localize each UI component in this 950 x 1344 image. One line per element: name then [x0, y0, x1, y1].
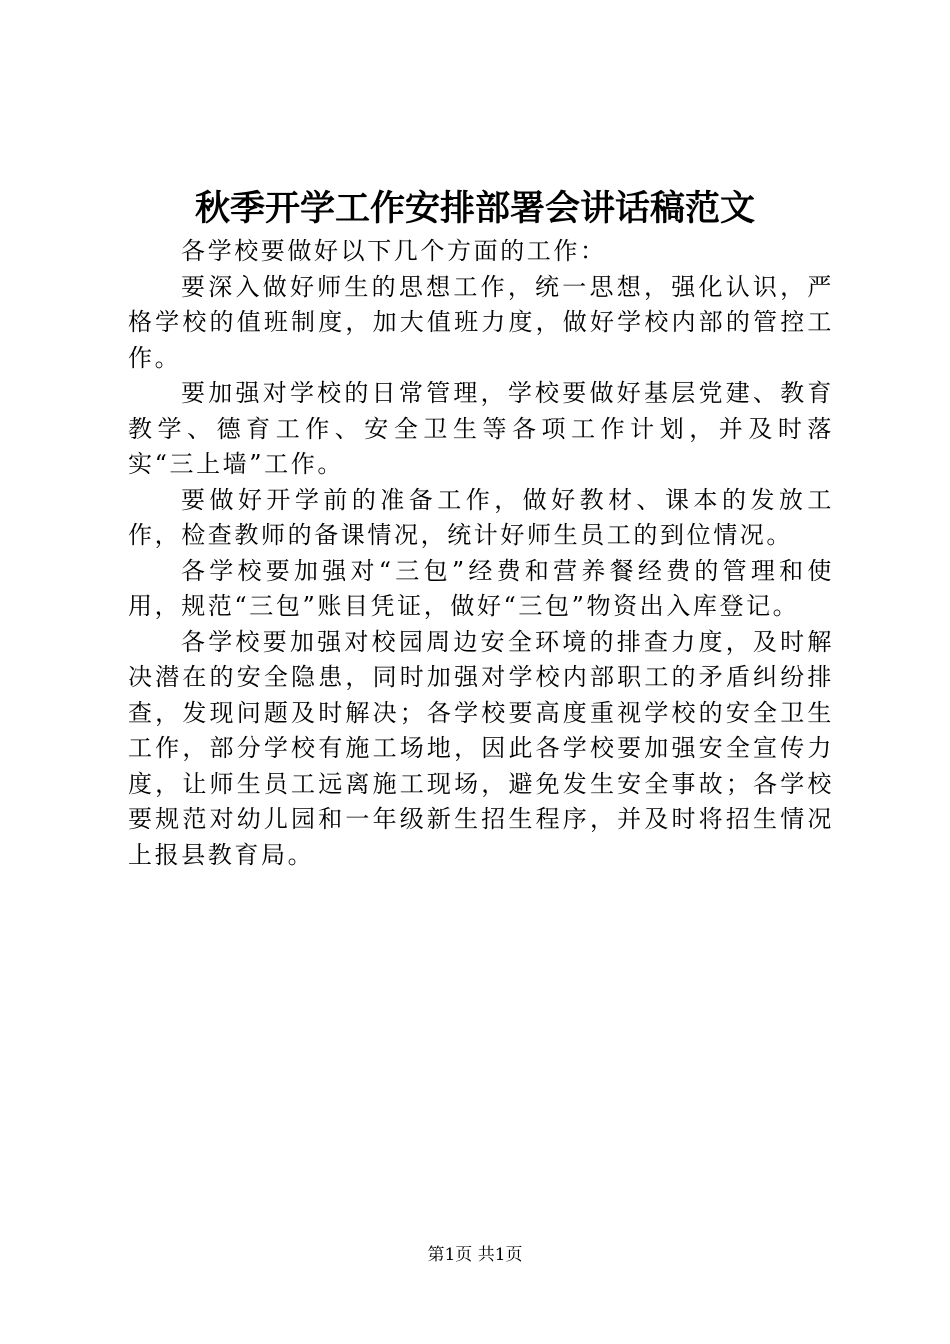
paragraph-daily-management: 要加强对学校的日常管理，学校要做好基层党建、教育教学、德育工作、安全卫生等各项工作计划，并及时落实“三上墙”工作。: [128, 379, 834, 478]
paragraph-safety: 各学校要加强对校园周边安全环境的排查力度，及时解决潜在的安全隐患，同时加强对学校内部职工的矛盾纠纷排查，发现问题及时解决；各学校要高度重视学校的安全卫生工作，部分学校有施工场地，因此各学校要加强安全宣传力度，让师生员工远离施工现场，避免发生安全事故；各学校要规范对幼儿园和一年级新生招生程序，并及时将招生情况上报县教育局。: [128, 627, 834, 869]
paragraph-intro: 各学校要做好以下几个方面的工作：: [181, 237, 607, 265]
paragraph-ideology-work: 要深入做好师生的思想工作，统一思想，强化认识，严格学校的值班制度，加大值班力度，做好学校内部的管控工作。: [128, 272, 834, 372]
page-footer: 第1页 共1页: [427, 1245, 523, 1265]
paragraph-preparation: 要做好开学前的准备工作，做好教材、课本的发放工作，检查教师的备课情况，统计好师生员工的到位情况。: [128, 485, 834, 549]
document-body: [128, 234, 834, 873]
document-title: 秋季开学工作安排部署会讲话稿范文: [194, 188, 755, 229]
paragraph-funds-management: 各学校要加强对“三包”经费和营养餐经费的管理和使用，规范“三包”账目凭证，做好“三包”物资出入库登记。: [128, 556, 834, 620]
